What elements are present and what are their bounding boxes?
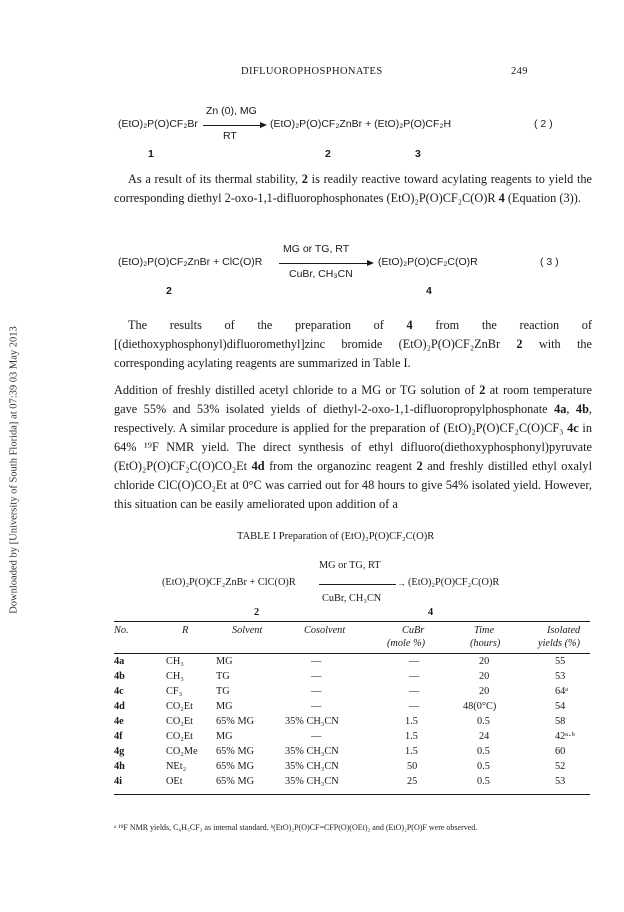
cell-time: 20: [479, 686, 490, 697]
table-bottom-rule: [114, 794, 590, 795]
cell-time: 24: [479, 731, 490, 742]
cell-r: CH₃: [166, 671, 184, 682]
p1-text-2: is readily reactive toward acylating reagents to yield the corresponding diethyl 2-oxo-1,1-difluorophosphonates (EtO)₂P(O)CF₂C(O)R: [114, 172, 592, 205]
p3-text-7: and freshly distilled ethyl oxalyl chloride ClC(O)CO₂Et at 0°C was carried out for 48 hours to give 54% isolated yield. However, this situation can be easily ameliorated upon addition of a: [114, 459, 592, 511]
p2-text-1: The results of the preparation of: [128, 318, 407, 332]
p3-bold-1: 2: [479, 383, 486, 397]
cell-cosolvent: 35% CH₃CN: [285, 746, 339, 757]
table-scheme-label-4: 4: [428, 607, 434, 618]
cell-cubr: 25: [407, 776, 418, 787]
cell-r: CH₃: [166, 656, 184, 667]
eq2-arrow: [203, 125, 265, 126]
p3-bold-5: 4d: [251, 459, 265, 473]
col-header-solvent: Solvent: [232, 625, 263, 636]
table-footnote: ᵃ ¹⁹F NMR yields, C₆H₅CF₃ as internal standard. ᵇ(EtO)₂P(O)CF=CFP(O)(OEt)₂ and (EtO)₂P(O)F were observed.: [114, 823, 478, 832]
cell-solvent: 65% MG: [216, 716, 255, 727]
table-scheme-arrow: [319, 584, 396, 585]
cell-no: 4e: [114, 716, 124, 727]
cell-r: CF₃: [166, 686, 183, 697]
cell-yield: 64ᵃ: [555, 686, 569, 697]
cell-cubr: 1.5: [405, 731, 418, 742]
col-header-no: No.: [114, 625, 129, 636]
paragraph-1: [114, 170, 592, 208]
col-header-yield-unit: yields (%): [538, 638, 581, 649]
col-header-time-unit: (hours): [470, 638, 501, 649]
cell-r: CO₂Et: [166, 731, 194, 742]
col-header-yield: Isolated: [547, 625, 581, 636]
cell-solvent: MG: [216, 731, 233, 742]
col-header-r: R: [182, 625, 189, 636]
cell-solvent: 65% MG: [216, 761, 255, 772]
cell-time: 20: [479, 656, 490, 667]
table-top-rule: [114, 621, 590, 622]
table-scheme-label-2: 2: [254, 607, 260, 618]
cell-r: CO₂Et: [166, 716, 194, 727]
cell-cosolvent: 35% CH₃CN: [285, 776, 339, 787]
cell-no: 4g: [114, 746, 125, 757]
eq3-label-4: 4: [426, 285, 432, 297]
paragraph-2: [114, 316, 592, 373]
cell-cubr: 1.5: [405, 746, 418, 757]
cell-cosolvent: —: [311, 686, 322, 697]
cell-no: 4d: [114, 701, 125, 712]
col-header-cosolvent: Cosolvent: [304, 625, 346, 636]
table-header-rule: [114, 653, 590, 654]
p1-text-3: (Equation (3)).: [504, 191, 581, 205]
cell-no: 4f: [114, 731, 123, 742]
table-scheme-arrowhead: →: [397, 578, 406, 588]
col-header-time: Time: [474, 625, 495, 636]
cell-solvent: TG: [216, 671, 230, 682]
cell-solvent: 65% MG: [216, 776, 255, 787]
p3-bold-6: 2: [416, 459, 423, 473]
eq2-condition-above: Zn (0), MG: [206, 105, 257, 117]
p3-text-6: from the organozinc reagent: [264, 459, 417, 473]
cell-time: 20: [479, 671, 490, 682]
cell-time: 0.5: [477, 716, 490, 727]
table-scheme-below: CuBr, CH₃CN: [322, 593, 382, 604]
eq3-arrow: [279, 263, 372, 264]
cell-solvent: MG: [216, 701, 233, 712]
p3-text-3: ,: [566, 402, 576, 416]
cell-yield: 55: [555, 656, 566, 667]
table-scheme-product: (EtO)₂P(O)CF₂C(O)R: [408, 577, 500, 588]
cell-yield: 42ᵃ·ᵇ: [555, 731, 575, 742]
cell-yield: 53: [555, 671, 566, 682]
cell-time: 48(0°C): [463, 701, 497, 712]
p3-bold-4: 4c: [567, 421, 579, 435]
cell-solvent: MG: [216, 656, 233, 667]
eq3-product: (EtO)₂P(O)CF₂C(O)R: [378, 256, 478, 268]
cell-cosolvent: —: [311, 701, 322, 712]
cell-solvent: TG: [216, 686, 230, 697]
cell-time: 0.5: [477, 776, 490, 787]
cell-no: 4i: [114, 776, 123, 787]
eq3-label-2: 2: [166, 285, 172, 297]
page-number: 249: [511, 66, 528, 77]
p3-text-1: Addition of freshly distilled acetyl chloride to a MG or TG solution of: [114, 383, 480, 397]
eq3-number: ( 3 ): [540, 256, 559, 268]
cell-cubr: 1.5: [405, 716, 418, 727]
download-note: [4, 300, 24, 640]
cell-cubr: —: [409, 656, 420, 667]
eq3-condition-below: CuBr, CH₃CN: [289, 268, 353, 280]
p3-text-5: in 64% ¹⁹F NMR yield. The direct synthesis of ethyl difluoro(diethoxyphosphonyl)pyruvate (EtO)₂P(O)CF₂C(O)CO₂Et: [114, 421, 592, 473]
cell-cosolvent: —: [311, 656, 322, 667]
cell-yield: 60: [555, 746, 566, 757]
cell-no: 4h: [114, 761, 125, 772]
cell-yield: 58: [555, 716, 566, 727]
p1-bold-2: 4: [498, 191, 505, 205]
table-caption: TABLE I Preparation of (EtO)₂P(O)CF₂C(O)R: [237, 531, 435, 542]
cell-r: CO₂Et: [166, 701, 194, 712]
table-scheme-above: MG or TG, RT: [319, 560, 381, 571]
p3-bold-2: 4a: [554, 402, 567, 416]
eq3-reactants: (EtO)₂P(O)CF₂ZnBr + ClC(O)R: [118, 256, 263, 268]
cell-solvent: 65% MG: [216, 746, 255, 757]
cell-no: 4c: [114, 686, 124, 697]
cell-yield: 54: [555, 701, 566, 712]
download-note-text: Downloaded by [University of South Florida] at 07:39 03 May 2013: [8, 326, 20, 614]
table-scheme-reactants: (EtO)₂P(O)CF₂ZnBr + ClC(O)R: [162, 577, 296, 588]
p3-text-2: at room temperature gave 55% and 53% isolated yields of diethyl-2-oxo-1,1-difluoropropylphosphonate: [114, 383, 592, 416]
cell-no: 4b: [114, 671, 125, 682]
cell-cosolvent: 35% CH₃CN: [285, 716, 339, 727]
eq3-condition-above: MG or TG, RT: [283, 243, 350, 255]
cell-time: 0.5: [477, 761, 490, 772]
p2-bold-2: 2: [516, 337, 523, 351]
col-header-cubr-unit: (mole %): [387, 638, 426, 649]
eq2-label-2: 2: [325, 148, 331, 160]
p3-bold-3: 4b: [575, 402, 589, 416]
cell-time: 0.5: [477, 746, 490, 757]
cell-cosolvent: —: [311, 671, 322, 682]
eq2-products: (EtO)₂P(O)CF₂ZnBr + (EtO)₂P(O)CF₂H: [270, 118, 452, 130]
eq2-condition-below: RT: [223, 130, 237, 142]
p2-bold-1: 4: [406, 318, 413, 332]
paragraph-3: [114, 381, 592, 514]
cell-yield: 52: [555, 761, 566, 772]
cell-cosolvent: 35% CH₃CN: [285, 761, 339, 772]
cell-cubr: —: [409, 686, 420, 697]
p2-text-2: from the reaction of [(diethoxyphosphonyl)difluoromethyl]zinc bromide (EtO)₂P(O)CF₂ZnBr: [114, 318, 592, 351]
eq2-number: ( 2 ): [534, 118, 553, 130]
cell-r: CO₂Me: [166, 746, 198, 757]
cell-r: NEt₂: [166, 761, 187, 772]
col-header-cubr: CuBr: [402, 625, 425, 636]
cell-cosolvent: —: [311, 731, 322, 742]
cell-r: OEt: [166, 776, 183, 787]
eq2-label-3: 3: [415, 148, 421, 160]
cell-cubr: —: [409, 671, 420, 682]
p1-text-1: As a result of its thermal stability,: [128, 172, 302, 186]
eq2-reactant: (EtO)₂P(O)CF₂Br: [118, 118, 198, 130]
p1-bold-1: 2: [301, 172, 308, 186]
eq2-label-1: 1: [148, 148, 154, 160]
cell-yield: 53: [555, 776, 566, 787]
cell-cubr: 50: [407, 761, 418, 772]
cell-no: 4a: [114, 656, 125, 667]
running-title: DIFLUOROPHOSPHONATES: [241, 66, 383, 77]
p2-text-3: with the corresponding acylating reagents are summarized in Table I.: [114, 337, 592, 370]
cell-cubr: —: [409, 701, 420, 712]
p3-text-4: , respectively. A similar procedure is applied for the preparation of (EtO)₂P(O)CF₂C(O)CF₃: [114, 402, 592, 435]
